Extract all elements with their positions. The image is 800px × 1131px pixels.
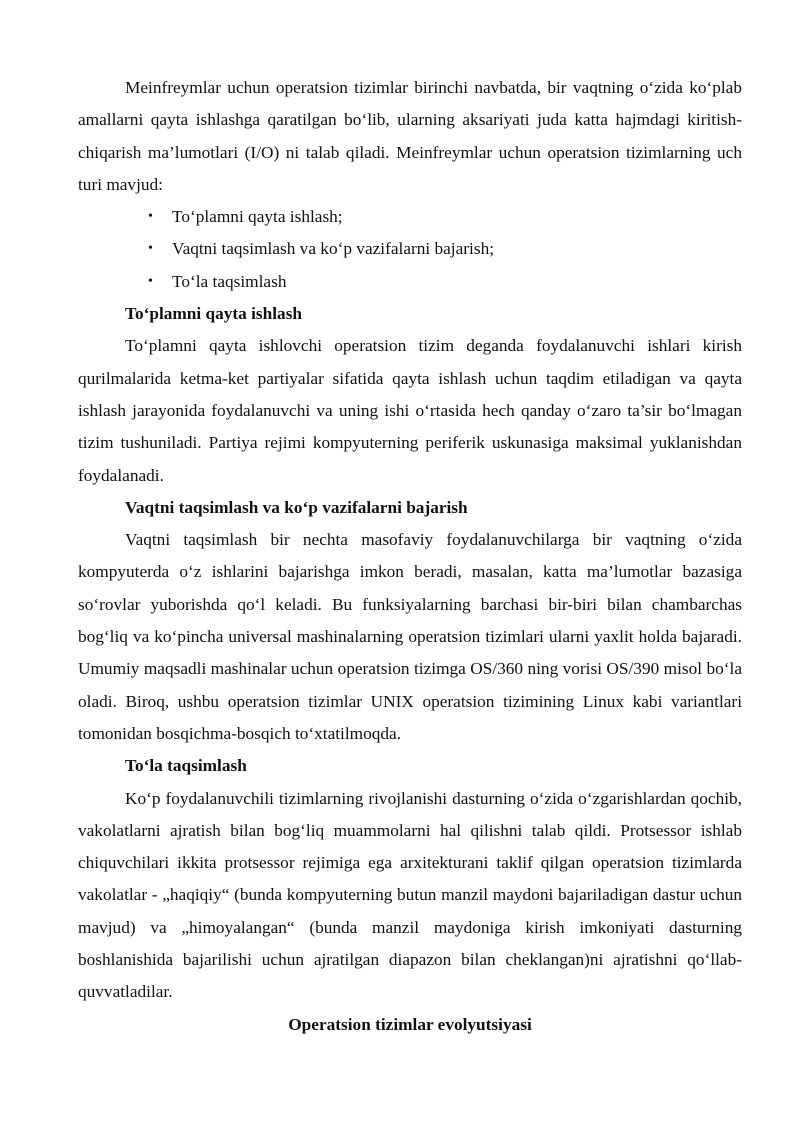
document-page — [78, 72, 742, 1041]
list-item-text: To‘plamni qayta ishlash; — [172, 207, 343, 227]
bullet-icon: • — [148, 209, 153, 225]
batch-processing-paragraph: To‘plamni qayta ishlovchi operatsion tizim deganda foydalanuvchi ishlari kirish qurilmalarida ketma-ket partiyalar sifatida qayta ishlash uchun taqdim etiladigan va qayta ishlash jarayonida foydalanuvchi va uning ishi o‘rtasida hech qanday o‘zaro ta’sir bo‘lmagan tizim tushuniladi. Partiya rejimi kompyuterning periferik uskunasiga maksimal yuklanishdan foydalanadi. — [78, 336, 742, 485]
list-item-text: To‘la taqsimlash — [172, 271, 287, 291]
full-sharing-paragraph: Ko‘p foydalanuvchili tizimlarning rivojlanishi dasturning o‘zida o‘zgarishlardan qochib, vakolatlarni ajratish bilan bog‘liq muammolarni hal qilishni talab qildi. Protsessor ishlab chiquvchilari ikkita protsessor rejimiga ega arxitekturani taklif qilgan operatsion tizimlarda vakolatlar - „haqiqiy“ (bunda kompyuterning butun manzil maydoni bajariladigan dastur uchun mavjud) va „himoyalangan“ (bunda manzil maydoniga kirish imkoniyati dasturning boshlanishida bajarilishi uchun ajratilgan diapazon bilan cheklangan)ni ajratishni qo‘llab-quvvatladilar. — [78, 788, 742, 1002]
heading-batch-processing: To‘plamni qayta ishlash — [125, 304, 303, 324]
list-item — [78, 201, 742, 233]
bullet-icon: • — [148, 273, 153, 289]
list-item — [78, 266, 742, 298]
bullet-icon: • — [148, 241, 153, 257]
time-sharing-paragraph: Vaqtni taqsimlash bir nechta masofaviy foydalanuvchilarga bir vaqtning o‘zida kompyuterda o‘z ishlarini bajarishga imkon beradi, masalan, katta ma’lumotlar bazasiga so‘rovlar yuborishda qo‘l keladi. Bu funksiyalarning barchasi bir-biri bilan chambarchas bog‘liq va ko‘pincha universal mashinalarning operatsion tizimlari ularni yaxlit holda bajaradi. Umumiy maqsadli mashinalar uchun operatsion tizimga OS/360 ning vorisi OS/390 misol bo‘la oladi. Biroq, ushbu operatsion tizimlar UNIX operatsion tizimining Linux kabi variantlari tomonidan bosqichma-bosqich to‘xtatilmoqda. — [78, 530, 742, 743]
heading-time-sharing: Vaqtni taqsimlash va ko‘p vazifalarni bajarish — [125, 497, 468, 517]
list-item-text: Vaqtni taqsimlash va ko‘p vazifalarni bajarish; — [172, 239, 495, 259]
heading-full-sharing: To‘la taqsimlash — [125, 756, 247, 776]
intro-paragraph: Meinfreymlar uchun operatsion tizimlar birinchi navbatda, bir vaqtning o‘zida ko‘plab amallarni qayta ishlashga qaratilgan bo‘lib, ularning aksariyati juda katta hajmdagi kiritish-chiqarish ma’lumotlari (I/O) ni talab qiladi. Meinfreymlar uchun operatsion tizimlarning uch turi mavjud: — [78, 78, 742, 194]
list-item — [78, 233, 742, 265]
heading-os-evolution: Operatsion tizimlar evolyutsiyasi — [288, 1014, 532, 1034]
os-types-list — [78, 201, 742, 298]
